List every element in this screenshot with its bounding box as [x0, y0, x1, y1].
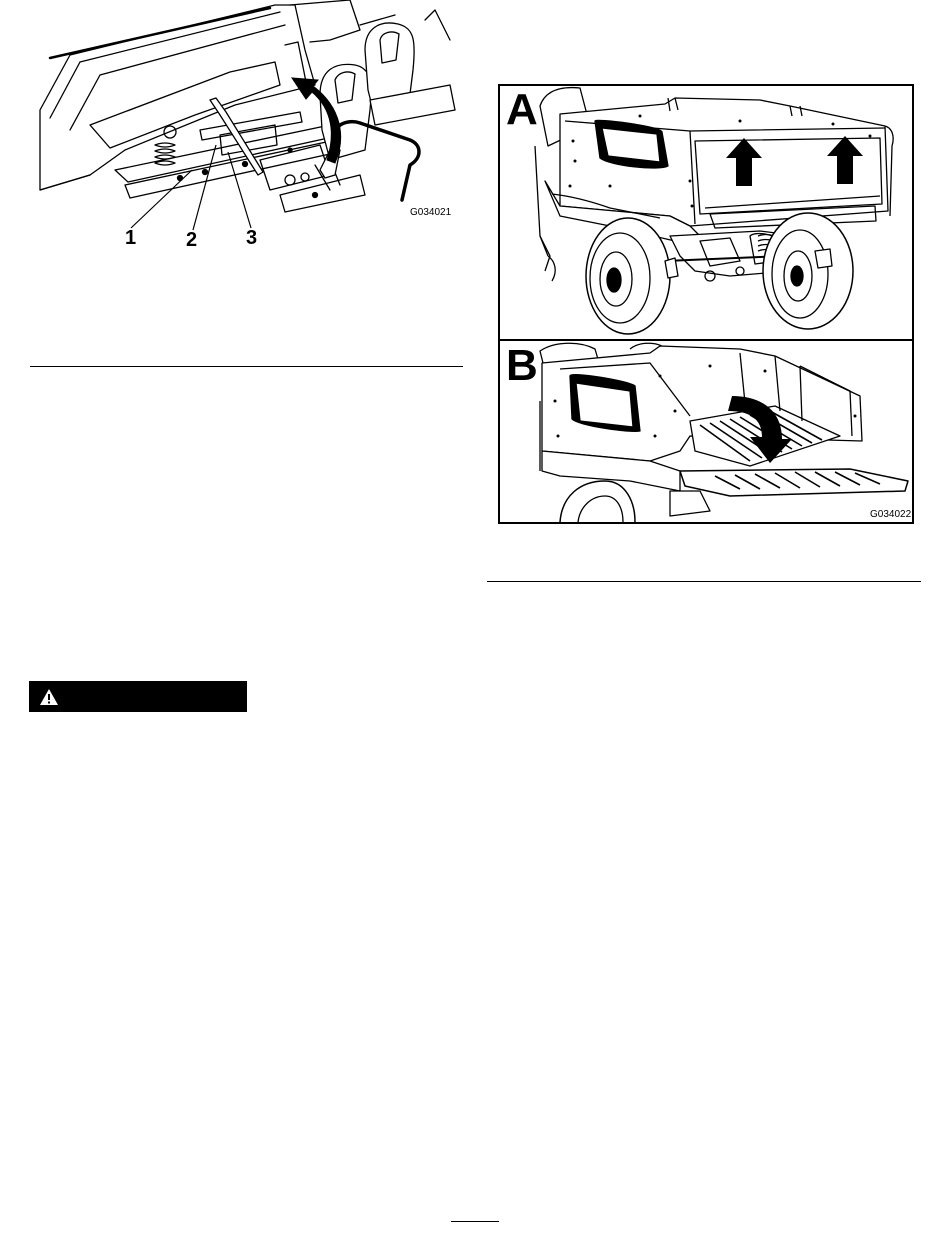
figure-left-id: G034021 [410, 207, 452, 218]
callout-2: 2 [186, 229, 198, 251]
callout-3: 3 [246, 227, 258, 249]
panel-a-illustration [500, 86, 912, 339]
warning-banner [29, 681, 247, 712]
section-divider-right [487, 581, 921, 582]
panel-b-illustration [500, 341, 912, 522]
warning-triangle-icon [39, 688, 59, 706]
panel-a-letter: A [506, 85, 538, 134]
figure-left-illustration [30, 0, 465, 250]
figure-right [498, 84, 914, 524]
page-footer-rule [451, 1221, 499, 1222]
section-divider-left [30, 366, 463, 367]
panel-b-letter: B [506, 341, 538, 390]
figure-left [30, 0, 465, 250]
callout-1: 1 [125, 227, 137, 249]
panel-a [500, 86, 912, 341]
panel-b [500, 341, 912, 522]
figure-right-id: G034022 [870, 509, 912, 520]
